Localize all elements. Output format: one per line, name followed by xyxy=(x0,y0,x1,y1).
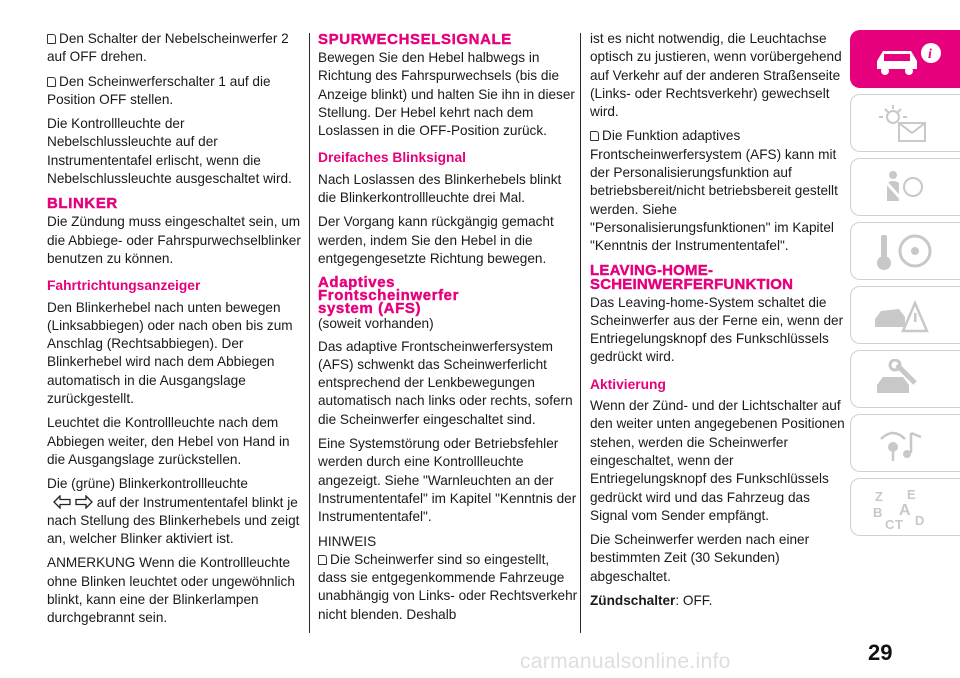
paragraph: Leuchtet die Kontrollleuchte nach dem Abbiegen weiter, den Hebel von Hand in die Ausgangslage zurückstellen. xyxy=(47,415,290,467)
paragraph-text: auf der Instrumententafel blinkt je nach Stellung des Blinkerhebels und zeigt an, welcher Blinker aktiviert ist. xyxy=(47,494,300,547)
car-breakdown-icon xyxy=(869,295,949,339)
media-music-icon xyxy=(869,423,949,467)
heading-line: SCHEINWERFERFUNKTION xyxy=(590,275,794,293)
car-info-icon xyxy=(869,39,949,83)
note-bullet: Den Scheinwerferschalter 1 auf die Position OFF stellen. xyxy=(47,73,307,110)
svg-text:i: i xyxy=(928,47,932,62)
paragraph-with-icon xyxy=(47,475,307,548)
paragraph: Die Kontrollleuchte der Nebelschlussleuchte auf der Instrumententafel erlischt, wenn die Nebelschlussleuchte ausgeschaltet wird. xyxy=(47,116,292,187)
tab-warnleuchten[interactable] xyxy=(850,94,960,152)
ignition-value: : OFF. xyxy=(675,593,713,609)
section-heading-spurwechselsignale: SPURWECHSELSIGNALE xyxy=(318,31,512,48)
tab-anlassen-und-fahren[interactable] xyxy=(850,222,960,280)
key-steering-icon xyxy=(869,231,949,275)
tab-index[interactable] xyxy=(850,478,960,536)
note-bullet: Die Funktion adaptives Frontscheinwerfersystem (AFS) kann mit der Personalisierungsfunktion auf betriebsbereit/nicht betriebsbereit gestellt werden. Siehe "Personalisierungsfunktionen" im Kapitel "Kenntnis der Instrumententafel". xyxy=(590,127,850,255)
heading-line: Adaptives xyxy=(318,274,396,292)
tab-sicherheit[interactable] xyxy=(850,158,960,216)
ignition-label: Zündschalter xyxy=(590,593,676,609)
page-number: 29 xyxy=(868,640,893,665)
paragraph xyxy=(590,592,850,610)
index-letter: T xyxy=(895,517,903,531)
tab-wartung-und-pflege[interactable] xyxy=(850,350,960,408)
paragraph: Nach Loslassen des Blinkerhebels blinkt die Blinkerkontrollleuchte drei Mal. xyxy=(318,171,562,206)
text-column-2 xyxy=(318,30,578,630)
paragraph: (soweit vorhanden) xyxy=(318,316,434,332)
paragraph: Der Vorgang kann rückgängig gemacht werden, indem Sie den Hebel in die entgegengesetzte Richtung bewegen. xyxy=(318,214,554,266)
text-column-1 xyxy=(47,30,307,634)
paragraph: ANMERKUNG Wenn die Kontrollleuchte ohne Blinken leuchtet oder ungewöhnlich blinkt, kann eine der Blinkerlampen durchgebrannt sein. xyxy=(47,555,295,626)
index-letters-icon xyxy=(869,487,949,531)
index-letter: C xyxy=(885,517,895,531)
tab-kenntnis-des-fahrzeugs[interactable] xyxy=(850,30,960,88)
heading-line: LEAVING-HOME- xyxy=(590,261,714,279)
section-heading-afs xyxy=(318,274,578,318)
index-letter: E xyxy=(907,487,916,502)
paragraph: Wenn der Zünd- und der Lichtschalter auf den weiter unten angegebenen Positionen stehen, werden die Scheinwerfer eingeschaltet, wenn der Entriegelungsknopf des Funkschlüssels gedrückt wird und das Fahrzeug das Signal vom Sender empfängt. xyxy=(590,398,845,523)
column-divider xyxy=(309,33,310,633)
heading-line: system (AFS) xyxy=(318,300,422,318)
chapter-tabs xyxy=(850,30,960,542)
paragraph: HINWEIS xyxy=(318,533,377,549)
paragraph: Die Scheinwerfer werden nach einer bestimmten Zeit (30 Sekunden) abgeschaltet. xyxy=(590,532,810,584)
text-column-3 xyxy=(590,30,850,616)
paragraph: Eine Systemstörung oder Betriebsfehler werden durch eine Kontrollleuchte angezeigt. Siehe "Warnleuchten an der Instrumententafel" im Kapitel "Kenntnis der Instrumententafel". xyxy=(318,436,577,525)
airbag-seatbelt-icon xyxy=(869,167,949,211)
watermark: carmanualsonline.info xyxy=(520,650,731,673)
paragraph-text: Die (grüne) Blinkerkontrollleuchte xyxy=(47,476,248,492)
heading-line: Frontscheinwerfer xyxy=(318,287,460,305)
paragraph: ist es nicht notwendig, die Leuchtachse optisch zu justieren, wenn vorübergehend auf Verkehr auf der anderen Straßenseite (Links- oder Rechtsverkehr) gewechselt wird. xyxy=(590,31,842,120)
note-bullet: Den Schalter der Nebelscheinwerfer 2 auf OFF drehen. xyxy=(47,30,307,67)
turn-signal-arrows-icon xyxy=(53,495,93,509)
paragraph: Die Zündung muss eingeschaltet sein, um die Abbiege- oder Fahrspurwechselblinker benutzen zu können. xyxy=(47,214,301,266)
paragraph: Das Leaving-home-System schaltet die Scheinwerfer aus der Ferne ein, wenn der Entriegelungsknopf des Funkschlüssels gedrückt wird. xyxy=(590,294,844,365)
paragraph: Bewegen Sie den Hebel halbwegs in Richtung des Fahrspurwechsels (bis die Anzeige blinkt) und halten Sie ihn in dieser Stellung. Der Hebel kehrt nach dem Loslassen in die OFF-Position zurück. xyxy=(318,50,575,139)
note-bullet: Die Scheinwerfer sind so eingestellt, dass sie entgegenkommende Fahrzeuge unabhängig von Links- oder Rechtsverkehr nicht blenden. Deshalb xyxy=(318,551,578,624)
column-divider xyxy=(580,33,581,633)
index-letter: D xyxy=(915,513,925,528)
subheading-aktivierung: Aktivierung xyxy=(590,376,666,392)
section-heading-leaving-home xyxy=(590,261,850,293)
tab-im-notfall[interactable] xyxy=(850,286,960,344)
paragraph: Das adaptive Frontscheinwerfersystem (AFS) schwenkt das Scheinwerferlicht entsprechend der Lenkbewegungen automatisch nach links oder rechts, sofern die Scheinwerfer eingeschaltet sind. xyxy=(318,338,573,427)
paragraph: Den Blinkerhebel nach unten bewegen (Linksabbiegen) oder nach oben bis zum Anschlag (Rechtsabbiegen). Der Blinkerhebel wird nach dem Abbiegen automatisch in die Ausgangslage zurückgestellt. xyxy=(47,299,293,407)
index-letter: B xyxy=(873,505,883,520)
index-letter: A xyxy=(899,502,911,519)
warning-light-icon xyxy=(869,103,949,147)
section-heading-blinker: BLINKER xyxy=(47,195,118,213)
tab-multimedia[interactable] xyxy=(850,414,960,472)
wrench-car-icon xyxy=(869,359,949,403)
index-letter: Z xyxy=(875,489,883,504)
subheading-dreifaches-blinksignal: Dreifaches Blinksignal xyxy=(318,150,466,166)
subheading-fahrtrichtungsanzeiger: Fahrtrichtungsanzeiger xyxy=(47,278,201,294)
